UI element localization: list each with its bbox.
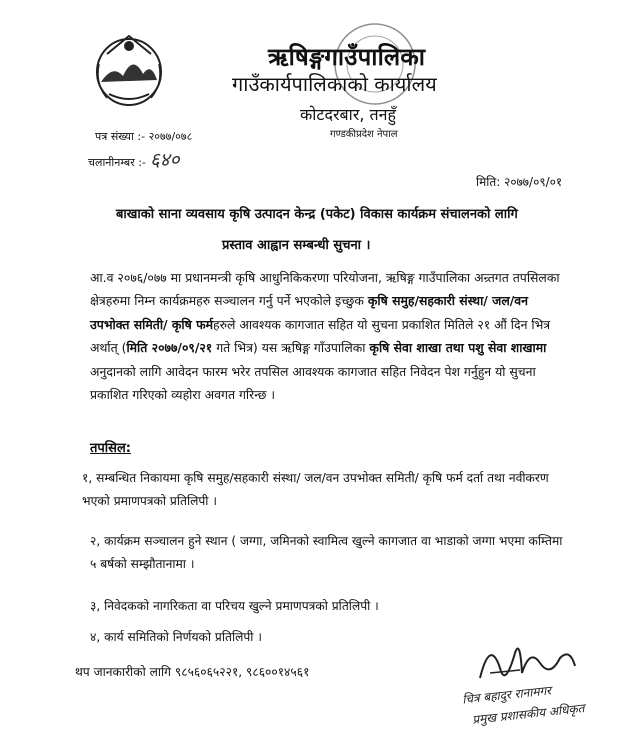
body-text-4: अनुदानको लागि आवेदन फारम भरेर तपसिल आवश्यक कागजात सहित निवेदन पेश गर्नुहुन यो सुचना प्रकाशित गरिएको व्यहोरा अवगत गरिन्छ । [90,363,536,403]
office-name: ऋषिङ्गगाउँपालिका [268,43,426,71]
list-item: १, सम्बन्धित निकायमा कृषि समुह/सहकारी संस्था/ जल/वन उपभोक्त समिती/ कृषि फर्म दर्ता तथा नवीकरण भएको प्रमाणपत्रको प्रतिलिपी । [82,471,549,508]
dispatch-number-value: ६४० [149,149,180,171]
contact-info: थप जानकारीको लागि ९८५६०६५२२१, ९८६००१४५६१ [75,665,310,679]
notice-title: बाखाको साना व्यवसाय कृषि उत्पादन केन्द्र (पकेट) विकास कार्यक्रम संचालनको लागि [116,207,518,222]
notice-subject: प्रस्ताव आह्वान सम्बन्धी सुचना । [222,238,371,253]
body-text-3: गते भित्र) यस ऋषिङ्ग गाँउपालिका [212,340,370,356]
body-text-2: हरुले आवश्यक कागजात सहित यो सुचना प्रकाशित मितिले २१ औं दिन भित्र अर्थात् ( [90,316,551,356]
letter-date: मिति: २०७७/०९/०१ [476,175,563,189]
list-item: ३, निवेदकको नागरिकता वा परिचय खुल्ने प्रमाणपत्रको प्रतिलिपी । [90,599,379,613]
office-province: गण्डकीप्रदेश नेपाल [330,129,398,140]
notice-body [90,266,568,406]
dispatch-number [88,146,180,172]
office-subtitle: गाउँकार्यपालिकाको कार्यालय [232,72,437,96]
tapasil-heading: तपसिल: [90,441,131,456]
letter-number: पत्र संख्या :- २०७७/०७८ [95,130,193,143]
body-bold-2: मिति २०७७/०९/२१ [126,340,213,356]
signatory-title: प्रमुख प्रशासकीय अधिकृत [471,701,586,727]
dispatch-number-label: चलानीनम्बर :- [88,156,146,169]
body-bold-3: कृषि सेवा शाखा तथा पशु सेवा शाखामा [369,340,547,356]
nepal-emblem-icon [93,24,165,110]
list-item: २, कार्यक्रम सञ्चालन हुने स्थान ( जग्गा, जमिनको स्वामित्व खुल्ने कागजात वा भाडाको जग्गा भएमा कम्तिमा ५ बर्षको सम्झौतानामा । [90,534,563,571]
office-location: कोटदरबार, तनहुँ [300,105,397,124]
list-item: ४, कार्य समितिको निर्णयको प्रतिलिपी । [90,630,262,644]
signatory-name: चित्र बहादुर रानामगर [461,683,552,707]
body-bold-1: कृषि समुह/सहकारी संस्था/ जल/वन उपभोक्त समिती/ कृषि फर्म [90,293,529,332]
body-text-1: आ.व २०७६/०७७ मा प्रधानमन्त्री कृषि आधुनिकिकरणा परियोजना, ऋषिङ्ग गाउँपालिका अन्र्तगत तपसिलका क्षेत्रहरुमा निम्न कार्यक्रमहरु सञ्चालन गर्नु पर्ने भएकोले इच्छुक [90,270,560,309]
